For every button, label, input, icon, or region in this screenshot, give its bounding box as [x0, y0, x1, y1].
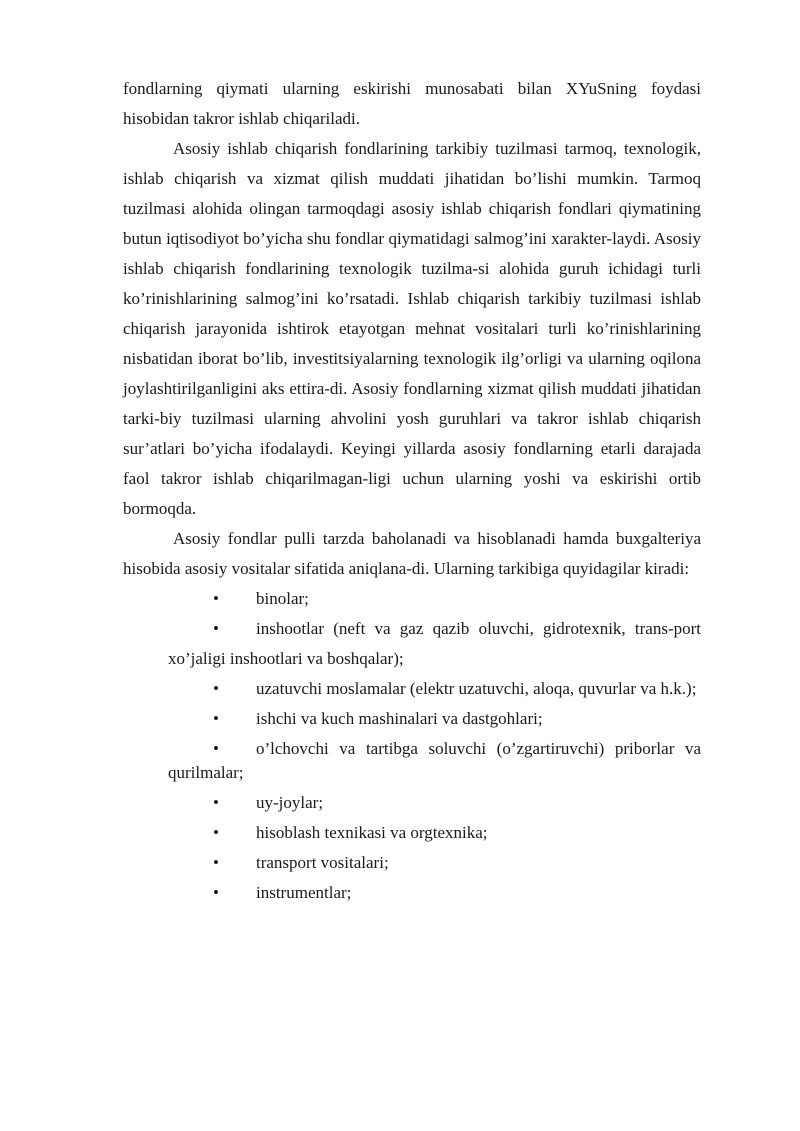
list-item-text: instrumentlar; [256, 883, 352, 902]
bullet-icon: • [213, 679, 219, 698]
list-item-text: uzatuvchi moslamalar (elektr uzatuvchi, aloqa, quvurlar va h.k.); [256, 679, 697, 698]
paragraph-2: Asosiy ishlab chiqarish fondlarining tarkibiy tuzilmasi tarmoq, texnologik, ishlab chiqarish va xizmat qilish muddati jihatidan bo’lishi mumkin. Tarmoq tuzilmasi alohida olingan tarmoqdagi asosiy ishlab chiqarish fondlari qiymatining butun iqtisodiyot bo’yicha shu fondlar qiymatidagi salmog’ini xarakter-laydi. Asosiy ishlab chiqarish fondlarining texnologik tuzilma-si alohida guruh ichidagi turli ko’rinishlarining salmog’ini ko’rsatadi. Ishlab chiqarish tarkibiy tuzilmasi ishlab chiqarish jarayonida ishtirok etayotgan mehnat vositalari turli ko’rinishlarining nisbatidan iborat bo’lib, investitsiyalarning texnologik ilg’orligi va ularning oqilona joylashtirilganligini aks ettira-di. Asosiy fondlarning xizmat qilish muddati jihatidan tarki-biy tuzilmasi ularning ahvolini yosh guruhlari va takror ishlab chiqarish sur’atlari bo’yicha ifodalaydi. Keyingi yillarda asosiy fondlarning etarli darajada faol takror ishlab chiqarilmagan-ligi uchun ularning yoshi va eskirishi ortib bormoqda. [123, 139, 701, 518]
list-item-text: inshootlar (neft va gaz qazib oluvchi, gidrotexnik, trans-port xo’jaligi inshootlari va boshqalar); [168, 619, 701, 668]
bullet-icon: • [213, 709, 219, 728]
bullet-icon: • [213, 823, 219, 842]
list-item-text: ishchi va kuch mashinalari va dastgohlari; [256, 709, 543, 728]
list-item [168, 734, 701, 788]
list-item [168, 584, 701, 614]
list-item-text: transport vositalari; [256, 853, 389, 872]
document-body [123, 74, 701, 908]
bullet-icon: • [213, 739, 219, 758]
list-item [168, 848, 701, 878]
bullet-icon: • [213, 853, 219, 872]
list-item [168, 878, 701, 908]
list-item-text: hisoblash texnikasi va orgtexnika; [256, 823, 488, 842]
bullet-icon: • [213, 883, 219, 902]
list-item [168, 818, 701, 848]
paragraph-1: fondlarning qiymati ularning eskirishi munosabati bilan XYuSning foydasi hisobidan takror ishlab chiqariladi. [123, 79, 701, 128]
list-item [168, 704, 701, 734]
paragraph-3: Asosiy fondlar pulli tarzda baholanadi va hisoblanadi hamda buxgalteriya hisobida asosiy vositalar sifatida aniqlana-di. Ularning tarkibiga quyidagilar kiradi: [123, 529, 701, 578]
bullet-icon: • [213, 793, 219, 812]
list-item-text: uy-joylar; [256, 793, 324, 812]
list-item-text: binolar; [256, 589, 309, 608]
list-item-text: o’lchovchi va tartibga soluvchi (o’zgartiruvchi) priborlar va qurilmalar; [168, 739, 701, 782]
list-item [168, 614, 701, 674]
bullet-list [123, 584, 701, 908]
bullet-icon: • [213, 619, 219, 638]
list-item [168, 674, 701, 704]
bullet-icon: • [213, 589, 219, 608]
list-item [168, 788, 701, 818]
